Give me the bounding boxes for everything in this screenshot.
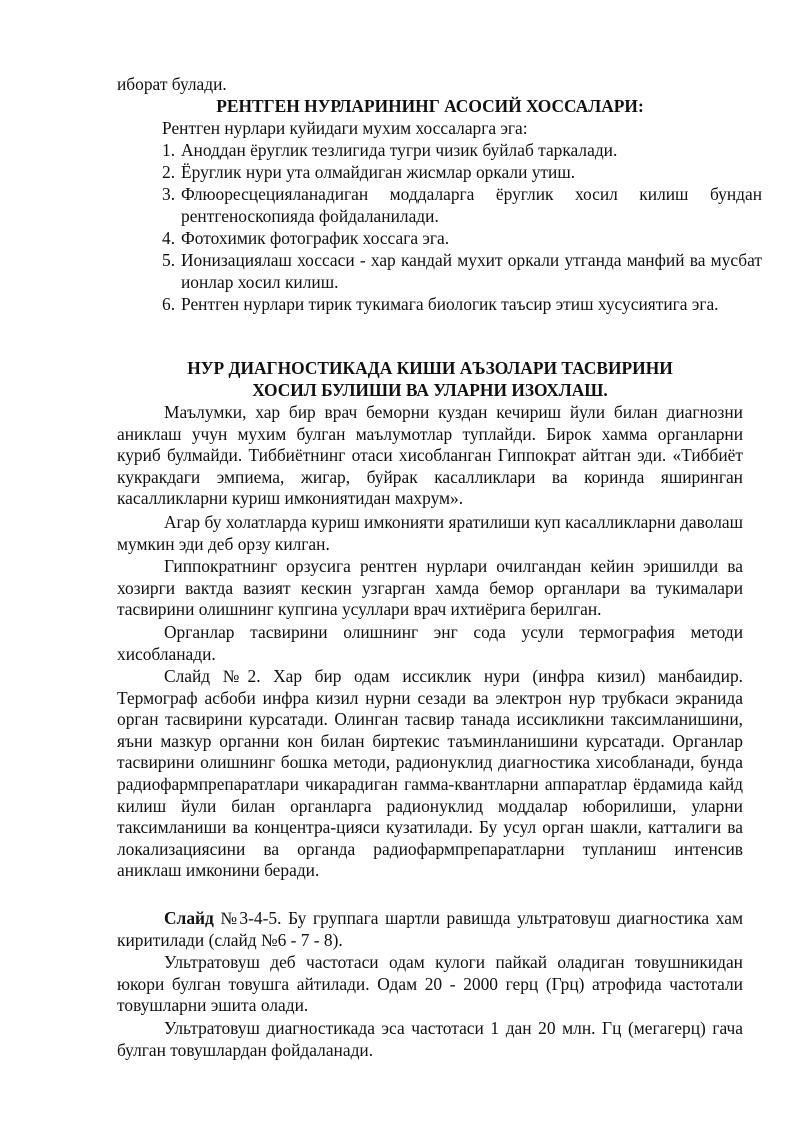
- section-heading-imaging-line2: ХОСИЛ БУЛИШИ ВА УЛАРНИ ИЗОХЛАШ.: [252, 380, 608, 400]
- list-item: [162, 162, 762, 184]
- section-heading-imaging-line1: НУР ДИАГНОСТИКАДА КИШИ АЪЗОЛАРИ ТАСВИРИНИ: [187, 358, 673, 378]
- section-heading-properties: РЕНТГЕН НУРЛАРИНИНГ АСОСИЙ ХОССАЛАРИ:: [216, 96, 644, 116]
- paragraph: Агар бу холатларда куриш имконияти яратилиши куп касалликларни даволаш мумкин эди деб орзу килган.: [117, 512, 743, 554]
- paragraph: Слайд №2. Хар бир одам иссиклик нури (инфра кизил) манбаидир. Термограф асбоби инфра кизил нурни сезади ва электрон нур трубкаси экранида орган тасвирини курсатади. Олинган тасвир танада иссикликни таксимланишини, яъни мазкур органни кон билан биртекис таъминланишини курсатади. Органлар тасвирини олишнинг бошка методи, радионуклид диагностика хисобланади, бунда радиофармпрепаратлари чикарадиган гамма-квантларни аппаратлар ёрдамида кайд килиш йули билан органларга радионуклид моддалар юборилиши, уларни таксимланиши ва концентра-цияси кузатилади. Бу усул орган шакли, катталиги ва локализациясини ва органда радиофармпрепаратларни тупланиш интенсив аниклаш имконини беради.: [117, 666, 743, 881]
- list-text: Флюоресцецияланадиган моддаларга ёруглик хосил килиш бундан рентгеноскопияда фойдаланилади.: [181, 184, 762, 226]
- list-number: 2.: [162, 162, 176, 182]
- list-number: 3.: [162, 184, 176, 204]
- paragraph-text: №3-4-5. Бу группага шартли равишда ультратовуш диагностика хам киритилади (слайд №6 - 7 - 8).: [117, 908, 743, 950]
- continuation-line: иборат булади.: [117, 74, 227, 94]
- paragraph: Ультратовуш диагностикада эса частотаси 1 дан 20 млн. Гц (мегагерц) гача булган товушлардан фойдаланади.: [117, 1018, 743, 1060]
- paragraph: [117, 908, 743, 951]
- list-text: Ёруглик нури ута олмайдиган жисмлар оркали утиш.: [181, 162, 576, 182]
- list-item: [162, 294, 762, 316]
- list-text: Фотохимик фотографик хоссага эга.: [181, 228, 450, 248]
- list-item: [162, 184, 762, 227]
- list-text: Аноддан ёруглик тезлигида тугри чизик буйлаб таркалади.: [181, 140, 618, 160]
- slide-label-bold: Слайд: [164, 908, 214, 928]
- list-number: 1.: [162, 140, 176, 160]
- paragraph: Органлар тасвирини олишнинг энг сода усули термография методи хисобланади.: [117, 622, 743, 664]
- paragraph: Ультратовуш деб частотаси одам кулоги пайкай оладиган товушникидан юкори булган товушга айтилади. Одам 20 - 2000 герц (Грц) атрофида частотали товушларни эшита олади.: [117, 952, 743, 1016]
- list-intro: Рентген нурлари куйидаги мухим хоссаларга эга:: [162, 118, 528, 138]
- list-number: 4.: [162, 228, 176, 248]
- list-number: 6.: [162, 294, 176, 314]
- list-item: [162, 228, 762, 250]
- list-text: Ионизациялаш хоссаси - хар кандай мухит оркали утганда манфий ва мусбат ионлар хосил килиш.: [181, 250, 762, 292]
- list-item: [162, 140, 762, 162]
- list-text: Рентген нурлари тирик тукимага биологик таъсир этиш хусусиятига эга.: [181, 294, 719, 314]
- paragraph: Гиппократнинг орзусига рентген нурлари очилгандан кейин эришилди ва хозирги вактда вазият кескин узгарган хамда бемор органлари ва тукималари тасвирини олишнинг купгина усуллари врач ихтиёрига берилган.: [117, 556, 743, 620]
- paragraph: Маълумки, хар бир врач беморни куздан кечириш йули билан диагнозни аниклаш учун мухим булган маълумотлар туплайди. Бирок хамма органларни куриб булмайди. Тиббиётнинг отаси хисобланган Гиппократ айтган эди. «Тиббиёт кукракдаги эмпиема, жигар, буйрак касалликлари ва коринда яширинган касалликларни куриш имкониятидан махрум».: [117, 402, 743, 509]
- list-item: [162, 250, 762, 293]
- list-number: 5.: [162, 250, 176, 270]
